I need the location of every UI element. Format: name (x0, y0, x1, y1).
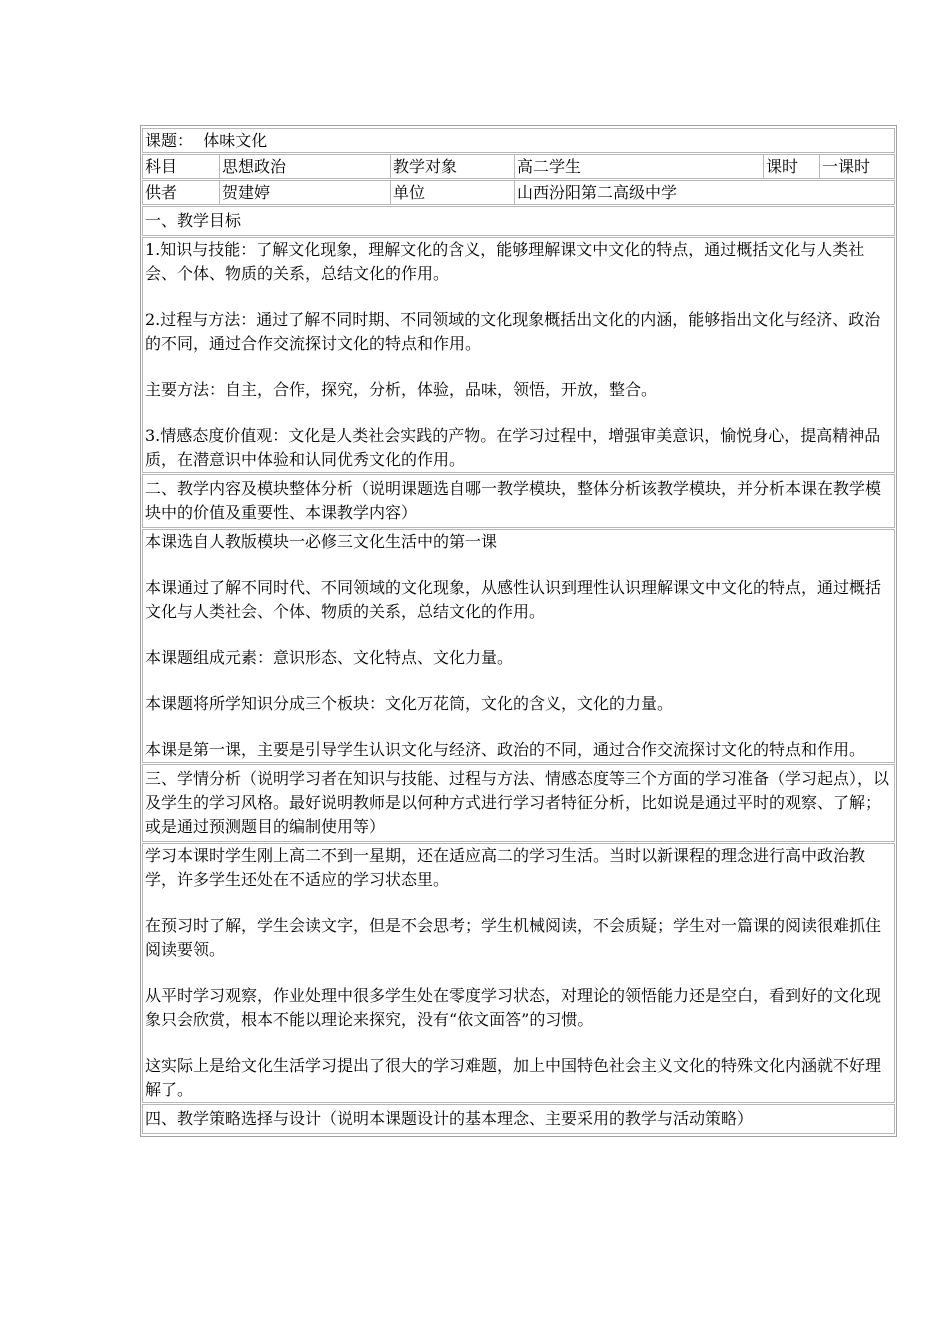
title-row (142, 128, 895, 153)
learner-body (142, 843, 895, 1103)
goals-heading: 一、教学目标 (142, 206, 895, 236)
title-cell (143, 129, 894, 152)
content-paragraph: 本课选自人教版模块一必修三文化生活中的第一课 (145, 532, 498, 551)
provider-value: 贺建婷 (220, 181, 391, 204)
strategy-heading: 四、教学策略选择与设计（说明本课题设计的基本理念、主要采用的教学与活动策略） (142, 1104, 895, 1134)
title-value: 体味文化 (203, 131, 268, 150)
audience-value: 高二学生 (515, 155, 764, 178)
learner-paragraph: 在预习时了解，学生会读文字，但是不会思考；学生机械阅读，不会质疑；学生对一篇课的阅读很难抓住阅读要领。 (145, 916, 882, 959)
subject-row (142, 154, 895, 179)
content-paragraph: 本课通过了解不同时代、不同领域的文化现象，从感性认识到理性认识理解课文中文化的特点，通过概括文化与人类社会、个体、物质的关系，总结文化的作用。 (145, 578, 882, 621)
period-value: 一课时 (822, 157, 871, 176)
title-label: 课题： (145, 131, 194, 150)
goal-paragraph: 主要方法：自主，合作，探究，分析，体验，品味，领悟，开放，整合。 (145, 380, 658, 399)
learner-paragraph: 这实际上是给文化生活学习提出了很大的学习难题，加上中国特色社会主义文化的特殊文化内涵就不好理解了。 (145, 1056, 882, 1099)
subject-value: 思想政治 (220, 155, 391, 178)
content-paragraph: 本课是第一课，主要是引导学生认识文化与经济、政治的不同，通过合作交流探讨文化的特点和作用。 (145, 740, 866, 759)
content-heading: 二、教学内容及模块整体分析（说明课题选自哪一教学模块，整体分析该教学模块，并分析本课在教学模块中的价值及重要性、本课教学内容） (142, 474, 895, 528)
content-paragraph: 本课题将所学知识分成三个板块：文化万花筒，文化的含义，文化的力量。 (145, 694, 674, 713)
learner-paragraph: 学习本课时学生刚上高二不到一星期，还在适应高二的学习生活。当时以新课程的理念进行高中政治教学，许多学生还处在不适应的学习状态里。 (145, 846, 866, 889)
content-body (142, 529, 895, 763)
provider-row (142, 180, 895, 205)
unit-value: 山西汾阳第二高级中学 (517, 183, 678, 202)
goal-paragraph: 1.知识与技能：了解文化现象，理解文化的含义，能够理解课文中文化的特点，通过概括文化与人类社会、个体、物质的关系，总结文化的作用。 (145, 240, 865, 283)
goals-body (142, 237, 895, 473)
learner-paragraph: 从平时学习观察，作业处理中很多学生处在零度学习状态，对理论的领悟能力还是空白，看到好的文化现象只会欣赏，根本不能以理论来探究，没有“依文面答”的习惯。 (145, 986, 882, 1029)
unit-label: 单位 (391, 181, 515, 204)
subject-label: 科目 (143, 155, 220, 178)
provider-label: 供者 (143, 181, 220, 204)
goal-paragraph: 2.过程与方法：通过了解不同时期、不同领域的文化现象概括出文化的内涵，能够指出文化与经济、政治的不同，通过合作交流探讨文化的特点和作用。 (145, 310, 881, 353)
content-paragraph: 本课题组成元素：意识形态、文化特点、文化力量。 (145, 648, 514, 667)
lesson-plan-table (140, 125, 897, 1137)
goal-paragraph: 3.情感态度价值观：文化是人类社会实践的产物。在学习过程中，增强审美意识，愉悦身心，提高精神品质，在潜意识中体验和认同优秀文化的作用。 (145, 426, 881, 469)
period-label: 课时 (764, 155, 820, 178)
audience-label: 教学对象 (391, 155, 515, 178)
learner-heading: 三、学情分析（说明学习者在知识与技能、过程与方法、情感态度等三个方面的学习准备（学习起点），以及学生的学习风格。最好说明教师是以何种方式进行学习者特征分析，比如说是通过平时的观察、了解；或是通过预测题目的编制使用等） (142, 764, 895, 842)
